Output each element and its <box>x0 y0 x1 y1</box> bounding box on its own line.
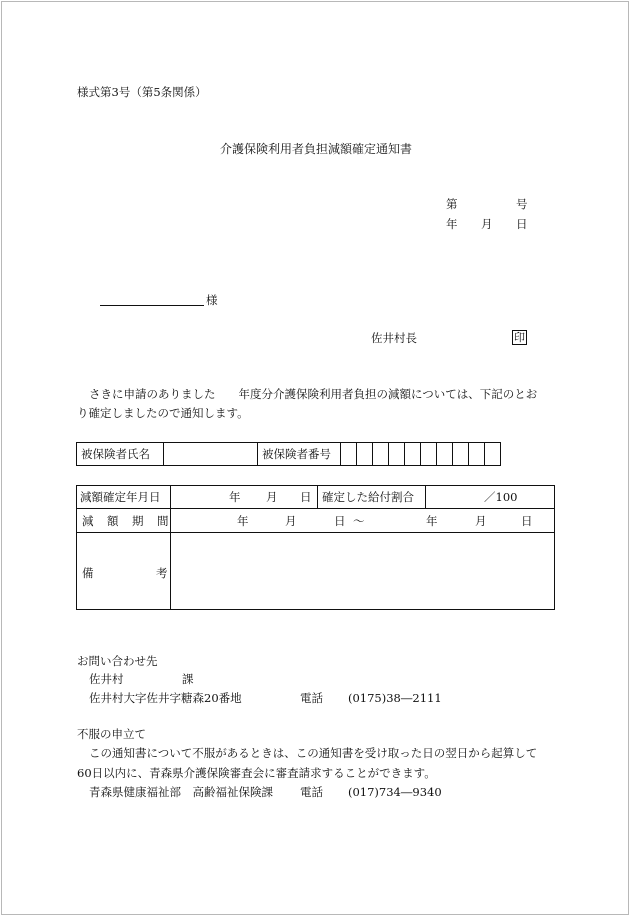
contact-office-suffix: 課 <box>182 672 194 686</box>
detail-column-divider <box>425 485 426 509</box>
insured-number-digit[interactable] <box>357 443 373 466</box>
appeal-phone-label: 電話 <box>300 785 323 799</box>
period-from-month: 月 <box>285 514 297 528</box>
form-number: 様式第3号（第5条関係） <box>77 85 207 99</box>
insured-number-digit[interactable] <box>469 443 485 466</box>
period-from-year: 年 <box>237 514 249 528</box>
reduction-date-label: 減額確定年月日 <box>80 490 161 504</box>
reduction-date-day: 日 <box>300 490 312 504</box>
insured-number-digit[interactable] <box>389 443 405 466</box>
appeal-line-2: 60日以内に、青森県介護保険審査会に審査請求することができます。 <box>77 766 436 780</box>
reduction-period-label: 減 額 期 間 <box>82 514 170 528</box>
contact-office: 佐井村 <box>89 672 124 686</box>
appeal-phone: (017)734―9340 <box>348 785 442 799</box>
detail-column-divider <box>317 485 318 509</box>
period-separator: ～ <box>353 514 365 528</box>
insured-name-label: 被保険者氏名 <box>77 443 164 466</box>
addressee-suffix: 様 <box>206 293 218 307</box>
period-to-month: 月 <box>475 514 487 528</box>
period-to-year: 年 <box>426 514 438 528</box>
remarks-field[interactable] <box>172 534 553 608</box>
reduction-date-year: 年 <box>229 490 241 504</box>
body-line-2: り確定しましたので通知します。 <box>77 406 249 420</box>
insured-number-digit[interactable] <box>437 443 453 466</box>
contact-phone-label: 電話 <box>300 691 323 705</box>
contact-phone: (0175)38―2111 <box>348 691 442 705</box>
appeal-heading: 不服の申立て <box>77 727 146 741</box>
appeal-line-1: この通知書について不服があるときは、この通知書を受け取った日の翌日から起算して <box>89 746 538 760</box>
issuer-name: 佐井村長 <box>371 331 417 345</box>
addressee-line <box>100 305 204 306</box>
contact-address: 佐井村大字佐井字糖森20番地 <box>89 691 242 705</box>
insured-number-digit[interactable] <box>421 443 437 466</box>
period-from-day: 日 <box>334 514 346 528</box>
insured-number-digit[interactable] <box>485 443 501 466</box>
insured-number-digit[interactable] <box>405 443 421 466</box>
insured-name-field[interactable] <box>164 443 258 466</box>
benefit-rate-label: 確定した給付割合 <box>322 490 414 504</box>
insured-number-digit[interactable] <box>341 443 357 466</box>
insured-number-digit[interactable] <box>453 443 469 466</box>
date-year: 年 <box>446 217 458 231</box>
detail-row-divider <box>76 508 555 509</box>
body-line-1: さきに申請のありました 年度分介護保険利用者負担の減額については、下記のとお <box>89 387 538 401</box>
reduction-date-month: 月 <box>266 490 278 504</box>
appeal-office: 青森県健康福祉部 高齢福祉保険課 <box>89 785 273 799</box>
document-title: 介護保険利用者負担減額確定通知書 <box>220 142 413 156</box>
date-month: 月 <box>481 217 493 231</box>
remarks-label-1: 備 <box>82 566 94 580</box>
detail-column-divider <box>170 485 171 610</box>
remarks-label-2: 考 <box>156 566 168 580</box>
date-day: 日 <box>516 217 528 231</box>
benefit-rate-value: ／100 <box>484 490 518 504</box>
detail-row-divider <box>76 532 555 533</box>
period-to-day: 日 <box>521 514 533 528</box>
number-suffix: 号 <box>516 197 528 211</box>
number-label: 第 <box>446 197 458 211</box>
insured-table <box>76 442 501 466</box>
seal-mark: 印 <box>514 331 525 344</box>
insured-number-label: 被保険者番号 <box>258 443 341 466</box>
insured-number-digit[interactable] <box>373 443 389 466</box>
contact-heading: お問い合わせ先 <box>77 654 158 668</box>
